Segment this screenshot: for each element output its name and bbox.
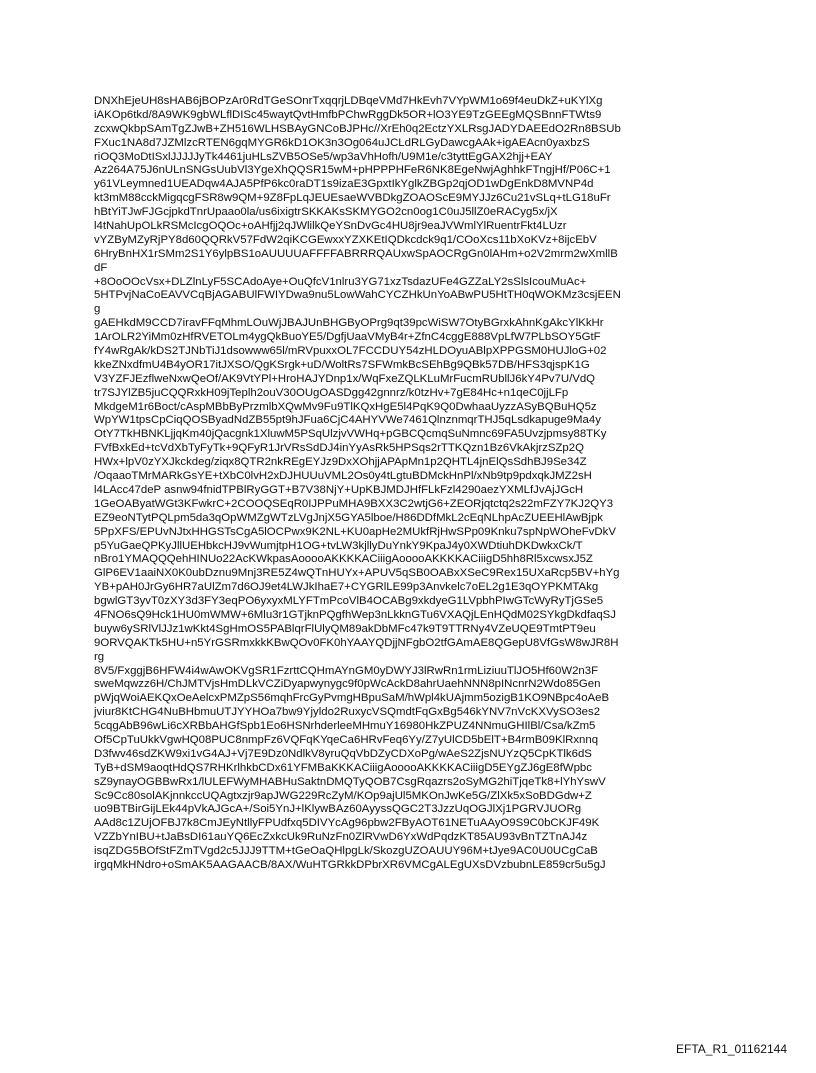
encoded-text-line: buyw6ySRlVlJJz1wKkt4SgHmOS5PABlqrFlUlyQM89akDbMFc47k9T9TTRNy4VZeUQE9TmtPT9eu (94, 622, 596, 635)
encoded-text-line: dF (94, 261, 108, 274)
encoded-text-line: l4tNahUpOLkRSMcIcgOQOc+oAHfjj2qJWlilkQeYSnDvGc4HU8jr9eaJVWmlYlRuentrFkt4LUzr (94, 220, 567, 233)
encoded-text-line: isqZDG5BOfStFZmTVgd2c5JJJ9TTM+tGeOaQHlpgLk/SkozgUZOAUUY96M+tJye9AC0U0UCgCaB (94, 845, 598, 858)
encoded-text-line: g (94, 303, 101, 316)
encoded-text-line: AAd8c1ZUjOFBJ7k8CmJEyNtllyFPUdfxq5DIVYcAg96pbw2FByAOT61NETuAAyO9S9C0bCKJF49K (94, 817, 600, 830)
encoded-text-line: gAEHkdM9CCD7iravFFqMhmLOuWjJBAJUnBHGByOPrg9qt39pcWiSW7OtyBGrxkAhnKgAkcYlKkHr (94, 317, 604, 330)
encoded-text-line: VZZbYnIBU+tJaBsDI61auYQ6EcZxkcUk9RuNzFn0ZlRVwD6YxWdPqdzKT85AU93vBnTZTnAJ4z (94, 831, 588, 844)
encoded-text-line: HWx+lpV0zYXJkckdeg/ziqx8QTR2nkREgEYJz9DxXOhjjAPApMn1p2QHTL4jnElQsSdhBJ9Se34Z (94, 456, 587, 469)
encoded-text-line: irgqMkHNdro+oSmAK5AAGAACB/8AX/WuHTGRkkDPbrXR6VMCgALEgUXsDVzbubnLE859cr5u5gJ (94, 858, 606, 871)
encoded-text-line: tr7SJYlZB5juCQQRxkH09jTeplh2ouV30OUgOASDgg42gnnrz/k0tzHv+7gE84Hc+n1qeC0jjLFp (94, 386, 569, 399)
encoded-text-line: Of5CpTuUkkVgwHQ08PUC8nmpFz6VQFqKYqeCa6HRvFeq6Yy/Z7yUlCD5bElT+B4rmB09KlRxnnq (94, 733, 599, 746)
encoded-text-line: EZ9eoNTytPQLpm5da3qOpWMZgWTzLVgJnjX5GYA5lboe/H86DDfMkL2cEqNLhpAcZUEEHlAwBjpk (94, 511, 603, 524)
encoded-text-line: zcxwQkbpSAmTgZJwB+ZH516WLHSBAyGNCoBJPHc//XrEh0q2EctzYXLRsgJADYDAEEdO2Rn8BSUb (94, 122, 621, 135)
encoded-text-line: kkeZNxdfmU4B4yOR17itJXSO/QgKSrgk+uD/WoltRs7SFWmkBcSEhBg9QBk57DB/HFS3qjspK1G (94, 358, 590, 371)
encoded-text-line: sZ9ynayOGBBwRx1/lULEFWyMHABHuSaktnDMQTyQOB7CsgRqazrs2oSyMG2hiTjqeTk8+lYhYswV (94, 775, 606, 788)
encoded-text-line: bgwlGT3yvT0zXY3d3FY3eqPO6yxyxMLYFTmPcoVlB4OCABg9xkdyeG1LVpbhPIwGTcWyRyTjGSe5 (94, 595, 604, 608)
encoded-text-line: TyB+dSM9aoqtHdQS7RHKrlhkbCDx61YFMBaKKKACiiigAooooAKKKKACiiigD5EYgZJ6gE8fWpbc (94, 761, 592, 774)
encoded-text-line: 5HTPvjNaCoEAVVCqBjAGABUlFWIYDwa9nu5LowWahCYCZHkUnYoABwPU5HtTH0qWOKMz3csjEEN (94, 289, 621, 302)
encoded-text-line: 5PpXFS/EPUvNJtxHHGSTsCgA5lOCPwx9K2NL+KU0apHe2MUkfRjHwSPp09Knku7spNpWOheFvDkV (94, 525, 616, 538)
encoded-text-line: 8V5/FxggjB6HFW4i4wAwOKVgSR1FzrttCQHmAYnGM0yDWYJ3lRwRn1rmLiziuuTlJO5Hf60W2n3F (94, 664, 599, 677)
encoded-text-line: V3YZFJEzflweNxwQeOf/AK9VtYPl+HroHAJYDnp1x/WqFxeZQLKLuMrFucmRUbllJ6kY4Pv7U/VdQ (94, 372, 596, 385)
encoded-text-line: y61VLeymned1UEADqw4AJA5PfP6kc0raDT1s9izaE3GpxtIkYglkZBGp2qjOD1wDgEnkD8MVNP4d (94, 178, 594, 191)
encoded-text-line: kt3mM88cckMigqcgFSR8w9QM+9Z8FpLqJEUEsaeWVBDkgZOAOScE9MYJJz6Cu21vSLq+tLG18uFr (94, 192, 611, 205)
encoded-text-line: 5cqgAbB96wLi6cXRBbAHGfSpb1Eo6HSNrhderleeMHmuY16980HkZPUZ4NNmuGHIlBl/Csa/kZm5 (94, 720, 596, 733)
encoded-text-line: sweMqwzz6H/ChJMTVjsHmDLkVCZiDyapwynygc9f0pWcAckD8ahrUaehNNN8pINcnrN2Wdo85Gen (94, 678, 601, 691)
encoded-text-line: iAKOp6tkd/8A9WK9gbWLflDISc45waytQvtHmfbPChwRggDk5OR+lO3YE9TzGEEgMQSBnnFTWts9 (94, 108, 602, 121)
encoded-text-line: 9ORVQAKTk5HU+n5YrGSRmxkkKBwQOv0FK0hYAAYQDjjNFgbO2tfGAmAE8QGepU8VfGsW8wJR8H (94, 636, 619, 649)
encoded-text-line: DNXhEjeUH8sHAB6jBOPzAr0RdTGeSOnrTxqqrjLDBqeVMd7HkEvh7VYpWM1o69f4euDkZ+uKYlXg (94, 95, 603, 107)
encoded-text-line: YB+pAH0JrGy6HR7aUlZm7d6OJ9et4LWJkIhaE7+CYGRlLE99p3Anvkelc7oEL2g1E3qOYPKMTAkg (94, 581, 599, 594)
encoded-text-line: D3fwv46sdZKW9xi1vG4AJ+Vj7E9Dz0NdlkV8yruQqVbDZyCDXoPg/wAeS2ZjsNUYzQ5CpKTlk6dS (94, 747, 592, 760)
document-id-label: EFTA_R1_01162144 (676, 1042, 787, 1056)
encoded-text-line: vYZByMZyRjPY8d60QQRkV57FdW2qiKCGEwxxYZXKEtIQDkcdck9q1/COoXcs11bXoKVz+8ijcEbV (94, 233, 597, 246)
encoded-text-line: FVfBxkEd+tcVdXbTyFyTk+9QFyR1JrVRsSdDJ4inYyAsRk5HPSqs2rTTKQzn1Bz6VkAkjrzSZp2Q (94, 442, 584, 455)
encoded-text-line: p5YuGaeQPKyJllUEHbkcHJ9vWumjtpH1OG+tvLW3kjllyDuYnkY9KpaJ4y0XWDtiuhDKDwkxCk/T (94, 539, 583, 552)
encoded-text-line: jviur8KtCHG4NuBHbmuUTJYYHOa7bw9Yjyldo2RuxycVSQmdtFqGxBg546kYNV7nVcKXVySO3es2 (94, 706, 601, 719)
encoded-text-line: 6HryBnHX1rSMm2S1Y6ylpBS1oAUUUUAFFFFABRRRQAUxwSpAOCRgGn0lAHm+o2V2mrm2wXmllB (94, 247, 618, 260)
encoded-text-line: +8OoOOcVsx+DLZlnLyF5SCAdoAye+OuQfcV1nlru3YG71xzTsdazUFe4GZZaLY2sSlsIcouMuAc+ (94, 275, 587, 288)
encoded-text-line: rg (94, 650, 105, 663)
encoded-text-line: 4FNO6sQ9Hck1HU0mWMW+6Mlu3r1GTjknPQgfhWep3nLkknGTu6VXAQjLEnHQdM02SYkgDkdfaqSJ (94, 608, 616, 621)
encoded-text-line: WpYW1tpsCpCiqQOSByadNdZB55pt9hJFua6CjC4AHYVWe7461QlnznmqrTHJ5qLsdkapuge9Ma4y (94, 414, 601, 427)
encoded-text-line: MkdgeM1r6Boct/cAspMBbByPrzmlbXQwMv9Fu9TlKQxHgE5l4PqK9Q0DwhaaUyzzASyBQBuHQ5z (94, 400, 597, 413)
encoded-text-line: pWjqWoiAEKQxOeAelcxPMZpS56mqhFrcGyPvmgHBpuSaM/hWpl4kUAjmm5ozigB1KO9NBpc4oAeB (94, 692, 610, 705)
encoded-text-line: 1GeOAByatWGt3KFwkrC+2COOQSEqR0IJPPuMHA9BXX3C2wtjG6+ZEORjqtctq2s22mFZY7KJ2QY3 (94, 497, 614, 510)
encoded-text-line: nBro1YMAQQQehHINUo22AcKWkpasAooooAKKKKACiiigAooooAKKKKACiiigD5hh8Rl5xcwsxJ5Z (94, 553, 593, 566)
encoded-text-line: hBtYiTJwFJGcjpkdTnrUpaao0la/us6ixigtrSKKAKsSKMYGO2cn0og1C0uJ5llZ0eRACyg5x/jX (94, 206, 558, 219)
encoded-text-line: uo9BTBirGijLEk44pVkAJGcA+/Soi5YnJ+lKlywBAz60AyyssQGC2T3JzzUqOGJlXj1PGRVJUORg (94, 803, 582, 816)
encoded-text-line: fY4wRgAk/kDS2TJNbTiJ1dsowww65l/mRVpuxxOL7FCCDUY54zHLDOyuABlpXPPGSM0HUJloG+02 (94, 345, 607, 358)
encoded-text-line: /OqaaoTMrMARkGsYE+tXbC0lvH2xDJHUUuVML2Os0y4tLgtuBDMckHnPl/xNb9tp9pdxqkJMZ2sH (94, 470, 592, 483)
encoded-text-block (94, 95, 734, 873)
encoded-text-line: FXuc1NA8d7JZMlzcRTEN6gqMYGR6kD1OK3n3Og064uJCLdRLGyDawcgAAk+igAEAcn0yaxbzS (94, 136, 590, 149)
encoded-text-line: l4LAcc47deP asnw94fnidTPBlRyGGT+B7V38NjY+UpKBJMDJHfFLkFzl4290aezYXMLfJvAjJGcH (94, 483, 584, 496)
encoded-text-line: Az264A75J6nULnSNGsUubVl3YgeXhQQSR15wM+pHPPPHFeR6NK8EgeNwjAghhkFTngjHf/P06C+1 (94, 164, 611, 177)
encoded-text-line: Sc9Cc80solAKjnnkccUQAgtxzjr9apJWG229RcZyM/KOp9ajUl5MKOnJwKe5G/ZlXk5xSoBDGdw+Z (94, 789, 592, 802)
encoded-text-line: 1ArOLR2YiMm0zHfRVETOLm4ygQkBuoYE5/DgfjUaaVMyB4r+ZfnC4cggE888VpLfW7PLbSOY5GtF (94, 331, 601, 344)
encoded-text-line: riOQ3MoDtISxlJJJJJyTk4461juHLsZVB5OSe5/wp3aVhHofh/U9M1e/c3tyttEgGAX2hjj+EAY (94, 150, 553, 163)
encoded-text-line: GlP6EV1aaiNX0K0ubDznu9Mnj3RE5Z4wQTnHUYx+APUV5qSB0OABxXSeC9Rex15UXaRcp5BV+hYg (94, 567, 620, 580)
encoded-text-line: OtY7TkHBNKLjjqKm40jQacgnk1XluwM5PSqUlzjvVWHq+pGBCQcmqSuNmnc69FA5Uvzjpmsy88TKy (94, 428, 607, 441)
